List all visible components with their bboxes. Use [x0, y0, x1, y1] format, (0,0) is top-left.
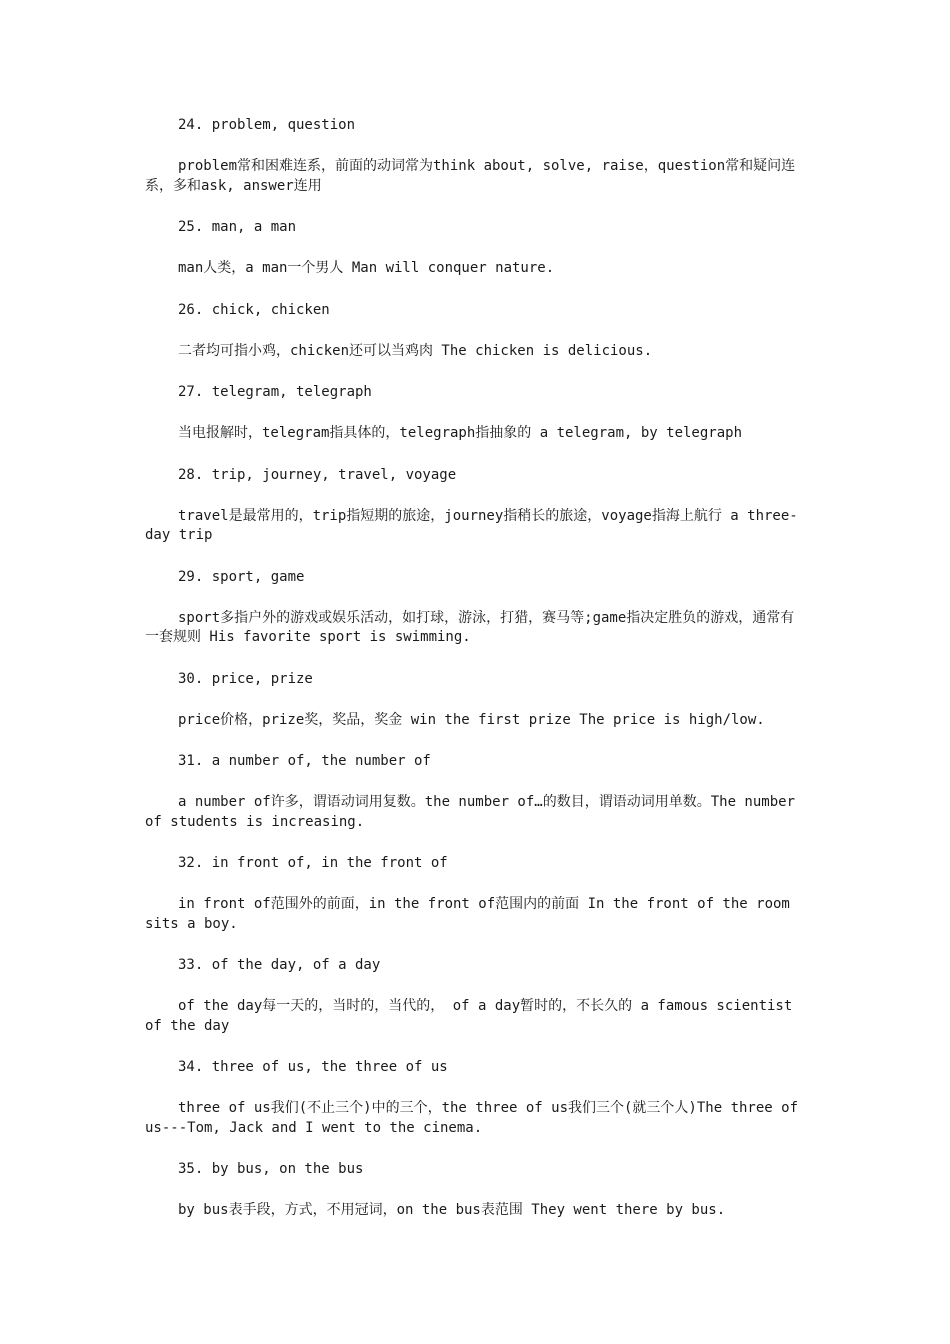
entry-heading: 35. by bus, on the bus: [178, 1161, 364, 1177]
entry-body: travel是最常用的，trip指短期的旅途，journey指稍长的旅途，voyage指海上航行 a three-day trip: [145, 507, 798, 543]
document-page: [145, 116, 805, 1243]
entry-body: 二者均可指小鸡，chicken还可以当鸡肉 The chicken is delicious.: [178, 342, 653, 359]
entry-heading: 32. in front of, in the front of: [178, 855, 448, 871]
entry-body: price价格，prize奖，奖品，奖金 win the first prize The price is high/low.: [178, 711, 765, 728]
entry-26: [145, 301, 805, 362]
entry-body: in front of范围外的前面，in the front of范围内的前面 In the front of the room sits a boy.: [145, 896, 799, 932]
entry-heading: 34. three of us, the three of us: [178, 1059, 448, 1075]
entry-heading: 26. chick, chicken: [178, 301, 330, 318]
entry-body: problem常和困难连系，前面的动词常为think about, solve, raise，question常和疑问连系，多和ask, answer连用: [145, 158, 796, 194]
entry-31: [145, 752, 805, 832]
entry-heading: 33. of the day, of a day: [178, 957, 381, 973]
entry-body: a number of许多，谓语动词用复数。the number of…的数目，谓语动词用单数。The number of students is increasing.: [145, 794, 804, 830]
entry-heading: 29. sport, game: [178, 568, 305, 585]
entry-34: [145, 1058, 805, 1138]
entry-body: by bus表手段，方式，不用冠词，on the bus表范围 They went there by bus.: [178, 1202, 726, 1218]
entry-body: man人类，a man一个男人 Man will conquer nature.: [178, 260, 555, 276]
entry-body: sport多指户外的游戏或娱乐活动，如打球，游泳，打猎，赛马等;game指决定胜负的游戏，通常有一套规则 His favorite sport is swimming.: [145, 609, 795, 645]
entry-heading: 27. telegram, telegraph: [178, 384, 372, 400]
entry-29: [145, 568, 805, 648]
entry-heading: 28. trip, journey, travel, voyage: [178, 466, 457, 483]
entry-33: [145, 956, 805, 1036]
entry-32: [145, 854, 805, 934]
entry-heading: 25. man, a man: [178, 219, 297, 235]
entry-body: three of us我们(不止三个)中的三个，the three of us我们三个(就三个人)The three of us---Tom, Jack and I went to the cinema.: [145, 1100, 807, 1136]
entry-24: [145, 116, 805, 196]
entry-heading: 31. a number of, the number of: [178, 753, 431, 769]
entry-27: [145, 383, 805, 444]
entry-body: 当电报解时，telegram指具体的，telegraph指抽象的 a telegram, by telegraph: [178, 425, 743, 441]
entry-heading: 24. problem, question: [178, 117, 356, 133]
entry-25: [145, 218, 805, 279]
entry-body: of the day每一天的，当时的，当代的， of a day暂时的，不长久的 a famous scientist of the day: [145, 998, 801, 1034]
entry-heading: 30. price, prize: [178, 670, 313, 687]
entry-30: [145, 670, 805, 731]
entry-35: [145, 1160, 805, 1221]
entry-28: [145, 466, 805, 546]
